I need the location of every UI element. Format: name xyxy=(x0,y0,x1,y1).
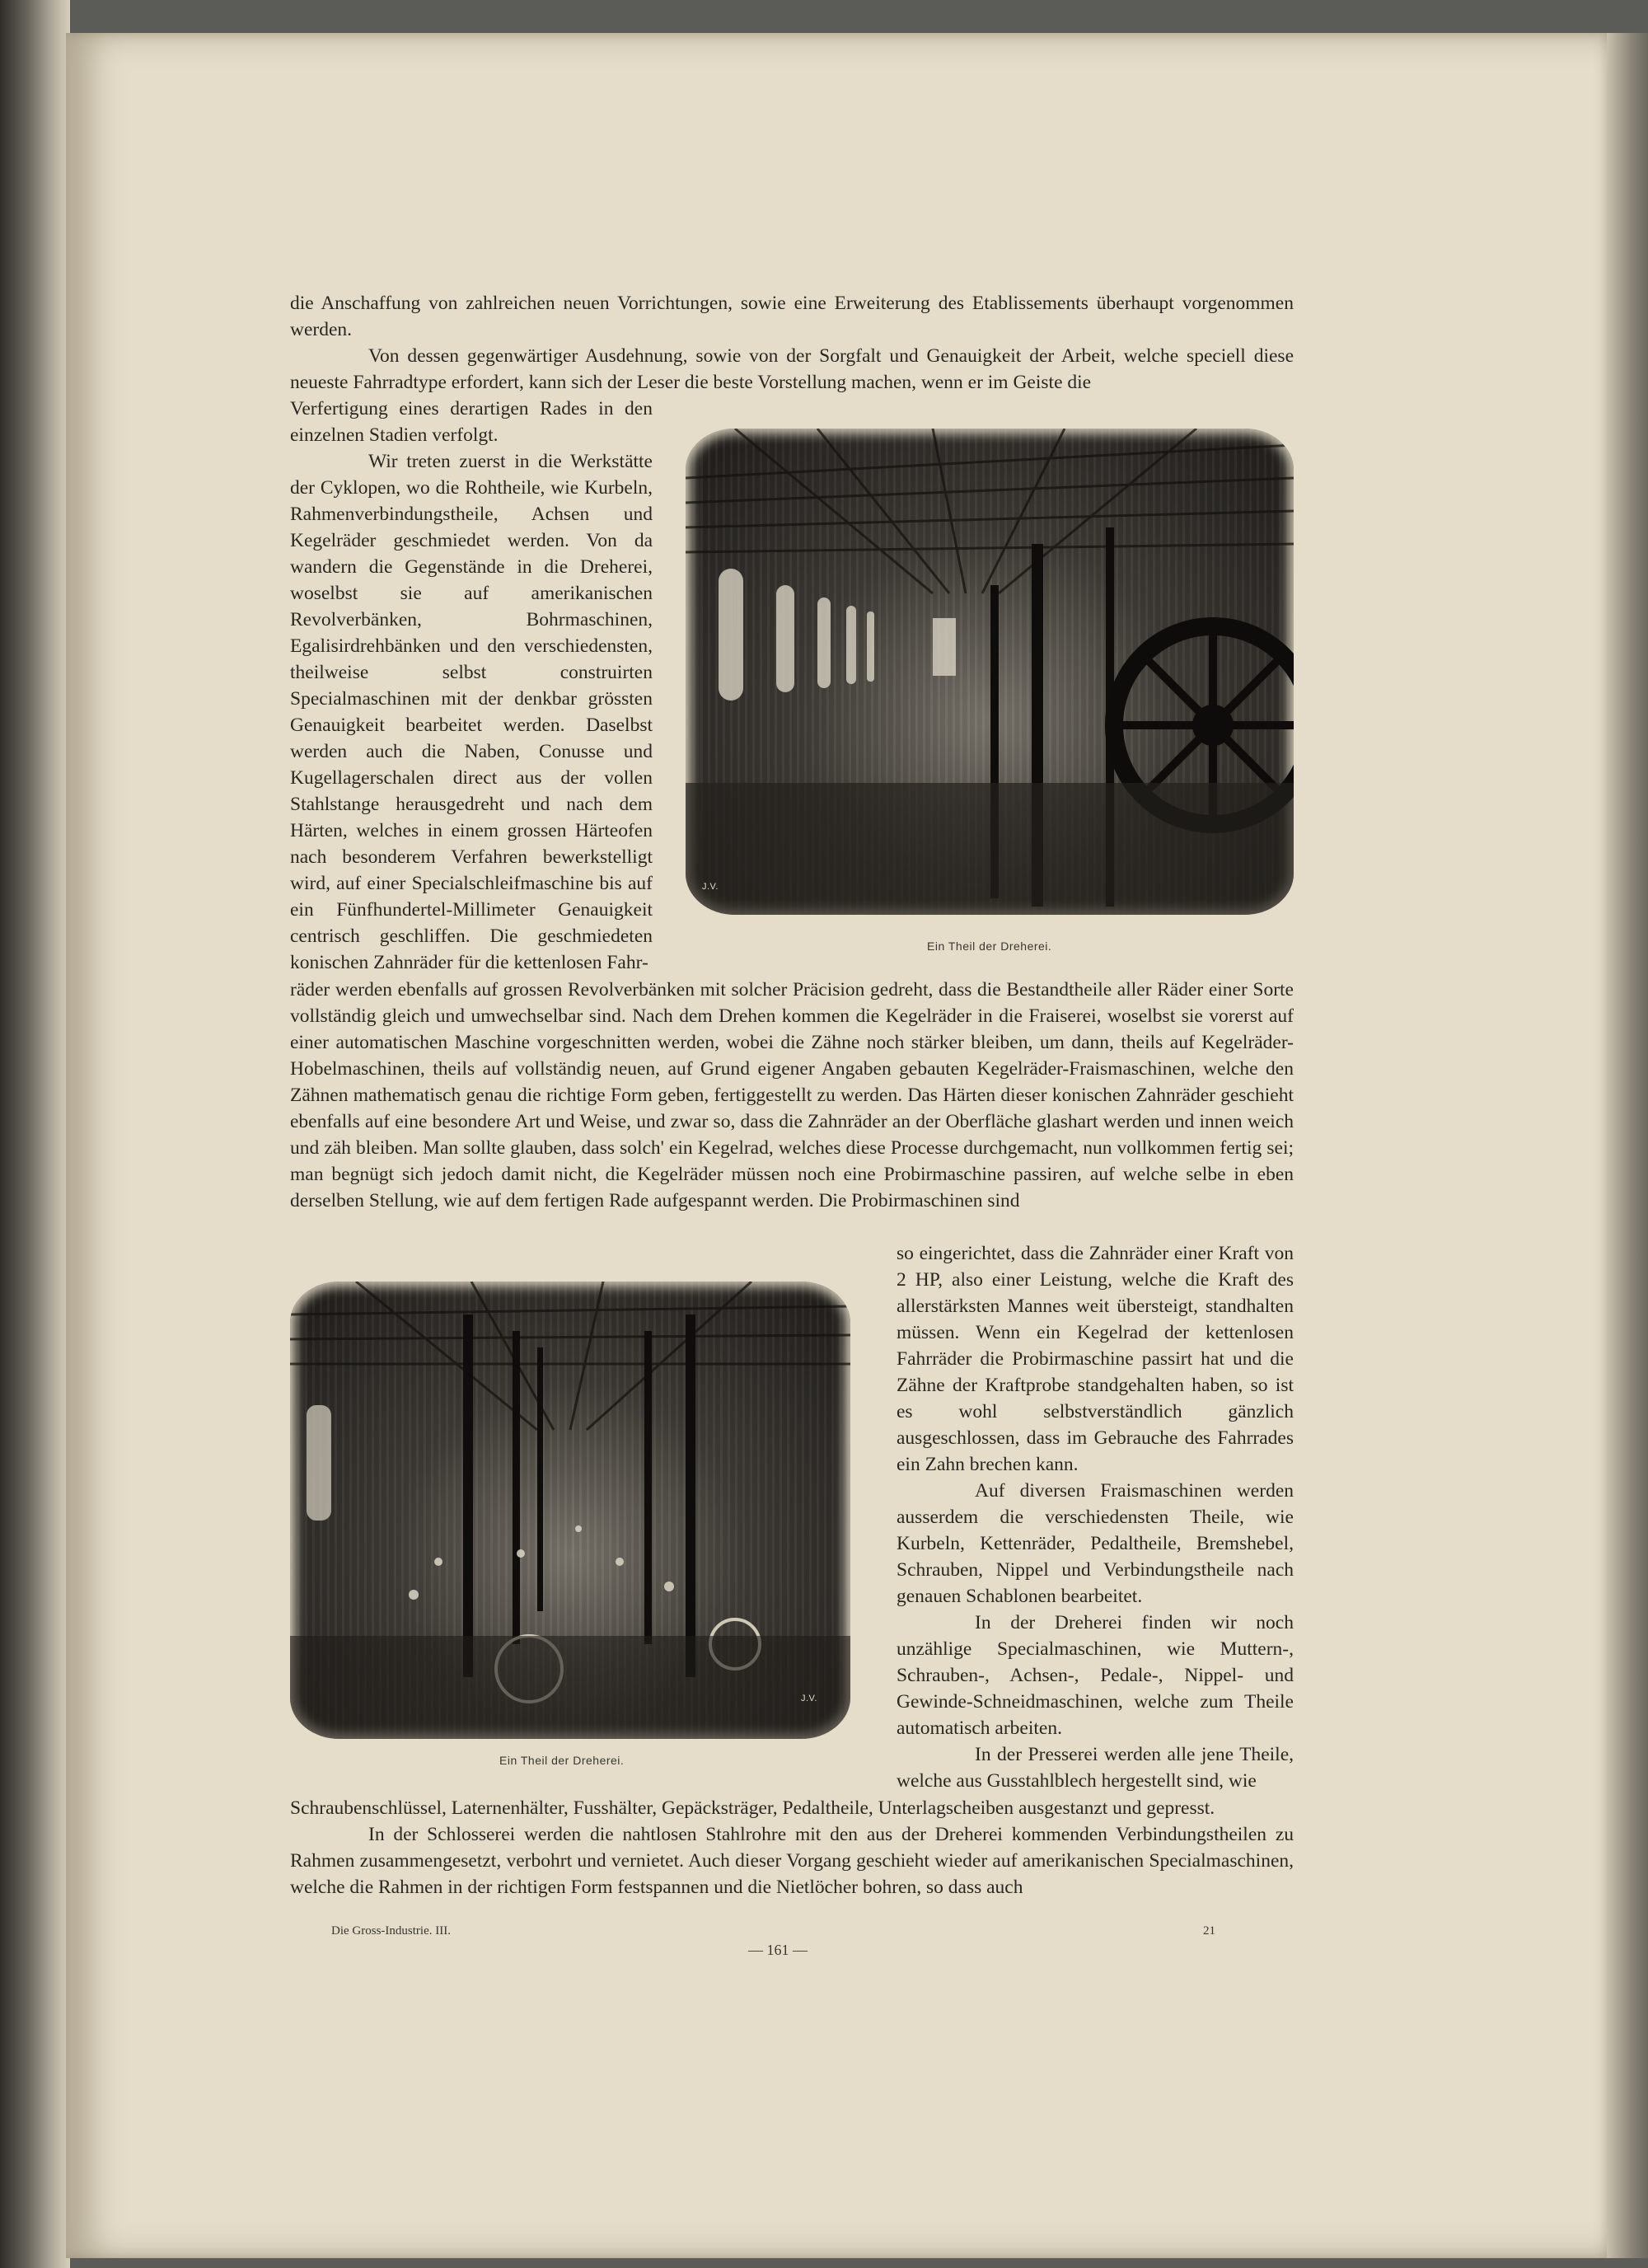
paragraph-middle-full: räder werden ebenfalls auf grossen Revolverbänken mit solcher Präcision gedreht, dass die Bestandtheile aller Räder einer Sorte vollständig gleich und umwechselbar sind. Nach dem Drehen kommen die Kegelräder in die Fraiserei, woselbst sie vorerst auf einer automatischen Maschine vorgeschnitten werden, wobei die Zähne noch stärker bleiben, um dann, theils auf Kegelräder-Hobelmaschinen, theils auf vollständig neuen, auf Grund eigener Angaben gebauten Kegelräder-Fraismaschinen, welche den Zähnen mathematisch genau die richtige Form geben, fertiggestellt zu werden. Das Härten dieser konischen Zahnräder geschieht ebenfalls auf eine besondere Art und Weise, und zwar so, dass die Zahnräder an der Oberfläche glashart werden und innen weich und zäh bleiben. Man sollte glauben, dass solch' ein Kegelrad, welches diese Processe durchgemacht, nun vollkommen fertig sei; man begnügt sich jedoch damit nicht, die Kegelräder müssen noch eine Probirmaschine passiren, auf welche selbe in eben derselben Stellung, wie auf dem fertigen Rade aufgespannt werden. Die Probirmaschinen sind xyxy=(290,979,1294,1211)
book-spine-edge xyxy=(0,0,70,2268)
paragraph-right-column xyxy=(897,1240,1294,1794)
paragraph-intro xyxy=(290,290,1294,396)
paragraph-5-right: In der Dreherei finden wir noch unzählige Specialmaschinen, wie Muttern-, Schrauben-, Achsen-, Pedale-, Nippel- und Gewinde-Schneidmaschinen, welche zum Theile automatisch arbeiten. xyxy=(897,1612,1294,1739)
paragraph-4-right: Auf diversen Fraismaschinen werden ausserdem die verschiedensten Theile, wie Kurbeln, Kettenräder, Pedaltheile, Bremshebel, Schrauben, Nippel und Verbindungstheile nach genauen Schablonen bearbeitet. xyxy=(897,1480,1294,1607)
figure-bottom-signature: J.V. xyxy=(801,1694,817,1703)
workshop-photo-top xyxy=(686,429,1294,915)
paragraph-7-full: In der Schlosserei werden die nahtlosen Stahlrohre mit den aus der Dreherei kommenden Verbindungstheilen zu Rahmen zusammengesetzt, verbohrt und vernietet. Auch dieser Vorgang geschieht wieder auf amerikanischen Specialmaschinen, welche die Rahmen in der richtigen Form festspannen und die Nietlöcher bohren, so dass auch xyxy=(290,1824,1294,1898)
paragraph-bottom-full xyxy=(290,1795,1294,1900)
footer-right: 21 xyxy=(1203,1924,1215,1938)
workshop-photo-bottom xyxy=(290,1282,850,1739)
figure-top-signature: J.V. xyxy=(702,882,719,892)
paragraph-left-column xyxy=(290,396,653,976)
figure-bottom-caption: Ein Theil der Dreherei. xyxy=(499,1754,625,1767)
paragraph-3-narrow: Wir treten zuerst in die Werkstätte der Cyklopen, wo die Rohtheile, wie Kurbeln, Rahmenverbindungstheile, Achsen und Kegelräder geschmiedet werden. Von da wandern die Gegenstände in die Dreherei, woselbst sie auf amerikanischen Revolverbänken, Bohrmaschinen, Egalisirdrehbänken und den verschiedensten, theilweise selbst construirten Specialmaschinen mit der denkbar grössten Genauigkeit bearbeitet werden. Daselbst werden auch die Naben, Conusse und Kugellagerschalen direct aus der vollen Stahlstange herausgedreht und nach dem Härten, welches in einem grossen Härteofen nach besonderem Verfahren bewerkstelligt wird, auf einer Specialschleifmaschine bis auf ein Fünfhundertel-Millimeter Genauigkeit centrisch geschliffen. Die geschmiedeten konischen Zahnräder für die kettenlosen Fahr- xyxy=(290,451,653,973)
paragraph-1: die Anschaffung von zahlreichen neuen Vorrichtungen, sowie eine Erweiterung des Etablissements überhaupt vorgenommen werden. xyxy=(290,293,1294,340)
page-stack-edge xyxy=(1607,33,1648,2258)
paragraph-3-right: so eingerichtet, dass die Zahnräder einer Kraft von 2 HP, also einer Leistung, welche die Kraft des allerstärksten Mannes weit übersteigt, standhalten müssen. Wenn ein Kegelrad der kettenlosen Fahrräder die Probirmaschine passirt hat und die Zähne der Kraftprobe standgehalten haben, so ist es wohl selbstverständlich gänzlich ausgeschlossen, dass im Gebrauche des Fahrrades ein Zahn brechen kann. xyxy=(897,1243,1294,1475)
paragraph-6-full: Schraubenschlüssel, Laternenhälter, Fusshälter, Gepäcksträger, Pedaltheile, Unterlagscheiben ausgestanzt und gepresst. xyxy=(290,1797,1215,1819)
figure-bottom-dreherei xyxy=(290,1282,850,1739)
figure-top-dreherei xyxy=(686,429,1294,915)
paragraph-6-right: In der Presserei werden alle jene Theile, welche aus Gusstahlblech hergestellt sind, wie xyxy=(897,1744,1294,1792)
footer-left: Die Gross-Industrie. III. xyxy=(331,1924,451,1938)
paragraph-2-narrow: Verfertigung eines derartigen Rades in den einzelnen Stadien verfolgt. xyxy=(290,398,653,446)
figure-top-caption: Ein Theil der Dreherei. xyxy=(927,940,1052,953)
page-number: — 161 — xyxy=(748,1942,808,1958)
paragraph-2-full: Von dessen gegenwärtiger Ausdehnung, sowie von der Sorgfalt und Genauigkeit der Arbeit, welche speciell diese neueste Fahrradtype erfordert, kann sich der Leser die beste Vorstellung machen, wenn er im Geiste die xyxy=(290,345,1294,393)
